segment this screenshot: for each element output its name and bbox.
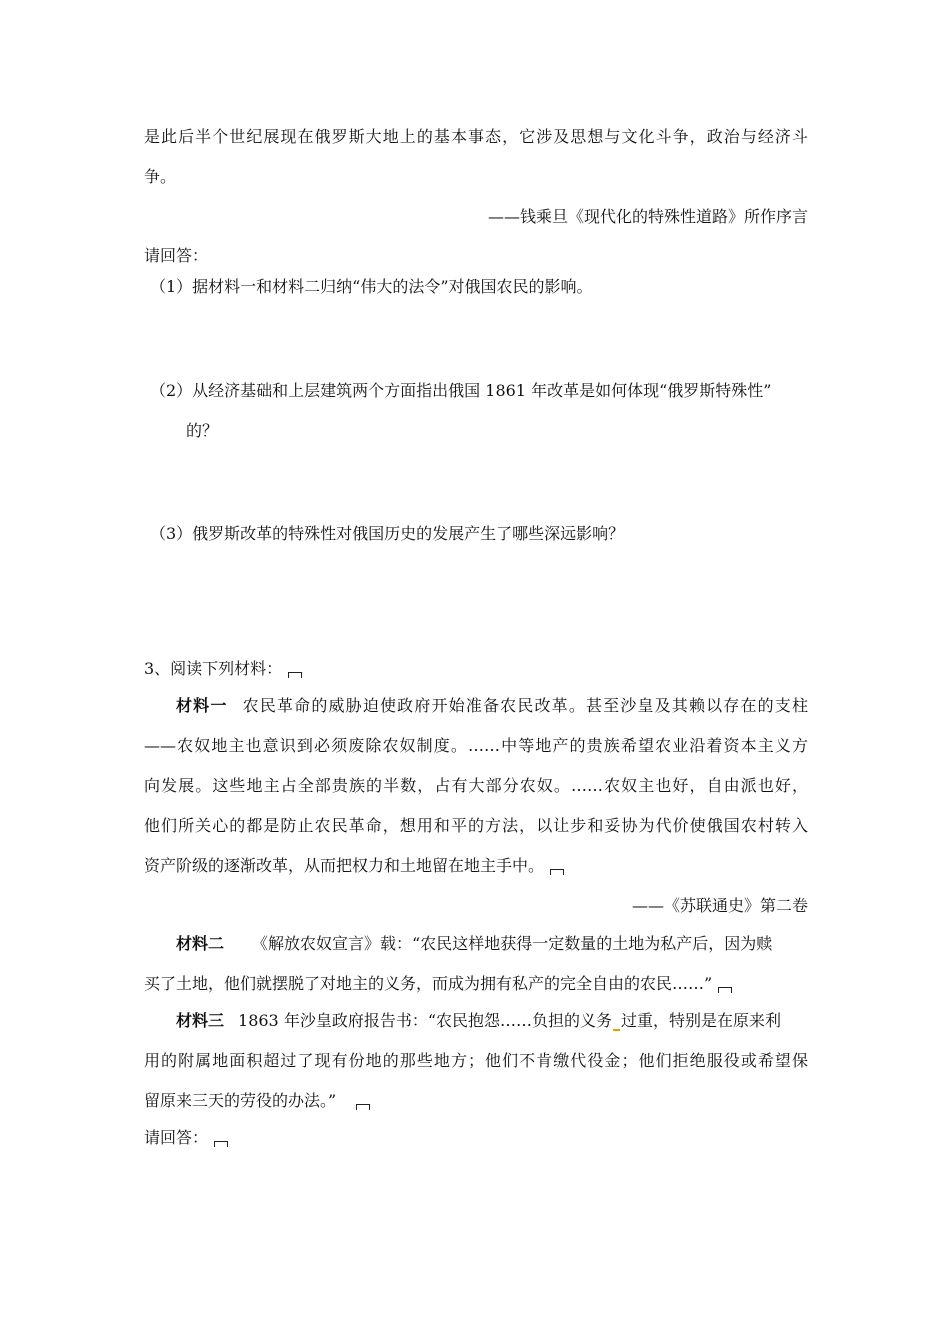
intro-line-2: 争。 xyxy=(144,167,177,186)
material-2-label: 材料二 xyxy=(176,934,225,953)
material-3-label: 材料三 xyxy=(176,1011,225,1030)
material-3-text-1a: 1863 年沙皇政府报告书：“农民抱怨……负担的义务 xyxy=(238,1011,613,1030)
paragraph-mark-icon xyxy=(718,987,732,993)
question-1: （1）据材料一和材料二归纳“伟大的法令”对俄国农民的影响。 xyxy=(150,277,593,296)
paragraph-mark-icon xyxy=(356,1104,370,1110)
material-1-line-3: 向发展。这些地主占全部贵族的半数，占有大部分农奴。……农奴主也好，自由派也好， xyxy=(144,776,808,795)
material-2-text-1: 《解放农奴宣言》载：“农民这样地获得一定数量的土地为私产后，因为赎 xyxy=(252,934,773,953)
insertion-caret-icon xyxy=(613,1029,620,1031)
intro-line-1: 是此后半个世纪展现在俄罗斯大地上的基本事态，它涉及思想与文化斗争，政治与经济斗 xyxy=(144,127,808,146)
paragraph-mark-icon xyxy=(288,672,302,678)
paragraph-mark-icon xyxy=(214,1141,228,1147)
material-3-text-1b: 过重，特别是在原来利 xyxy=(621,1011,782,1030)
material-3-line-1 xyxy=(176,1010,808,1032)
material-3-line-2: 用的附属地面积超过了现有份地的那些地方；他们不肯缴代役金；他们拒绝服役或希望保 xyxy=(144,1051,808,1070)
section-3-heading xyxy=(144,658,808,680)
material-2-text-2: 买了土地，他们就摆脱了对地主的义务，而成为拥有私产的完全自由的农民……” xyxy=(144,974,713,993)
section-3-heading-text: 3、阅读下列材料： xyxy=(144,659,283,678)
material-1-line-5 xyxy=(144,855,808,877)
question-2-line-1: （2）从经济基础和上层建筑两个方面指出俄国 1861 年改革是如何体现“俄罗斯特殊性” xyxy=(150,381,772,400)
material-1-text-1: 农民革命的威胁迫使政府开始准备农民改革。甚至沙皇及其赖以存在的支柱 xyxy=(241,696,808,715)
answer-prompt-2-text: 请回答： xyxy=(144,1128,209,1147)
material-1-line-2: ——农奴地主也意识到必须废除农奴制度。……中等地产的贵族希望农业沿着资本主义方 xyxy=(144,736,808,755)
material-1-source: ——《苏联通史》第二卷 xyxy=(631,896,808,915)
material-2-line-2 xyxy=(144,973,808,995)
material-1-line-1 xyxy=(176,695,808,717)
question-2-line-2: 的？ xyxy=(186,421,219,440)
material-3-line-3 xyxy=(144,1090,808,1112)
material-1-text-5: 资产阶级的逐渐改革，从而把权力和土地留在地主手中。 xyxy=(144,856,545,875)
answer-prompt-2 xyxy=(144,1127,808,1149)
answer-prompt-1: 请回答： xyxy=(144,246,209,265)
material-1-line-4: 他们所关心的都是防止农民革命，想用和平的方法，以让步和妥协为代价使俄国农村转入 xyxy=(144,816,808,835)
material-3-text-3: 留原来三天的劳役的办法。” xyxy=(144,1091,337,1110)
material-1-label: 材料一 xyxy=(176,696,228,715)
paragraph-mark-icon xyxy=(550,869,564,875)
intro-source: ——钱乘旦《现代化的特殊性道路》所作序言 xyxy=(487,207,808,226)
question-3: （3）俄罗斯改革的特殊性对俄国历史的发展产生了哪些深远影响？ xyxy=(150,524,625,543)
material-2-line-1 xyxy=(176,933,808,955)
